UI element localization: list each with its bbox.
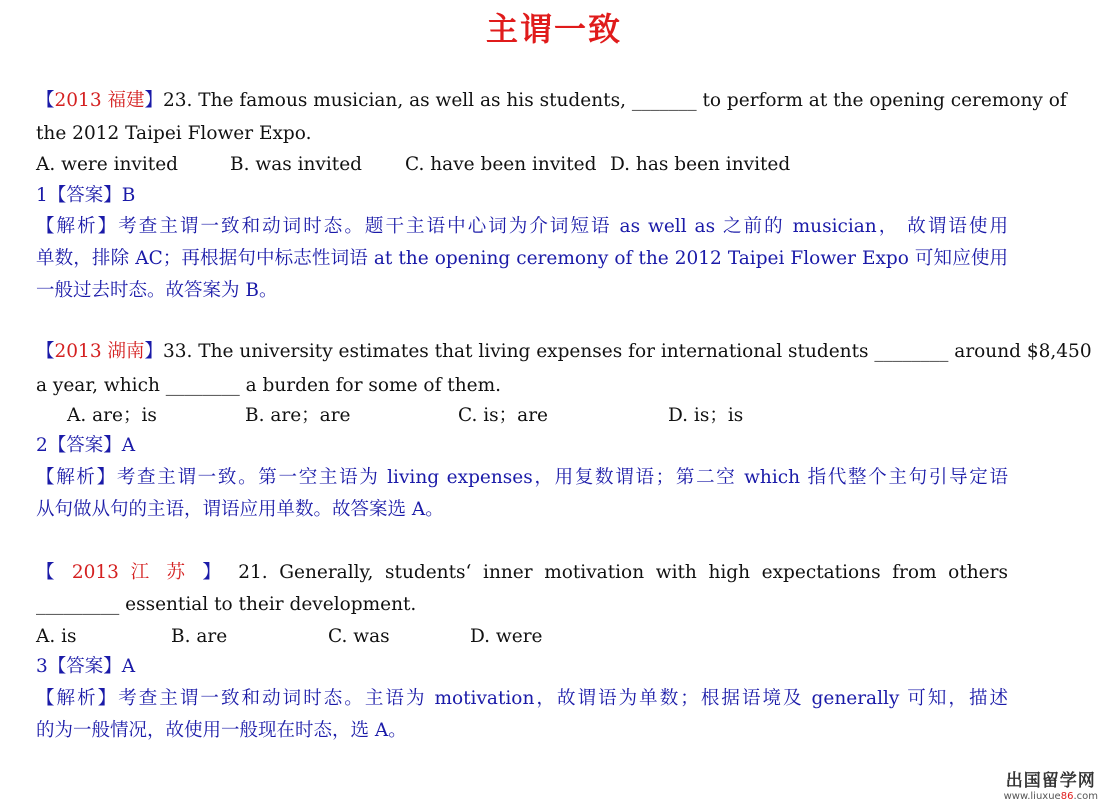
question-2-options <box>67 405 1039 427</box>
question-1-analysis-line-2: 单数，排除 AC；再根据句中标志性词语 at the opening ceremony of the 2012 Taipei Flower Expo 可知应使用 <box>36 248 1008 269</box>
question-3-stem-text: 21. Generally, students‘ inner motivation with high expectations from others <box>238 562 1008 583</box>
question-3-option-b: B. are <box>171 626 228 647</box>
question-1-analysis-line-3: 一般过去时态。故答案为 B。 <box>36 280 278 301</box>
question-3-option-c: C. was <box>328 626 390 647</box>
question-2-analysis-line-2: 从句做从句的主语，谓语应用单数。故答案选 A。 <box>36 499 444 520</box>
question-1-option-c: C. have been invited <box>405 154 597 175</box>
question-3-tag-close: 】 <box>202 562 227 583</box>
question-2-option-a: A. are；is <box>67 405 157 426</box>
question-3-answer: 3【答案】A <box>36 656 136 677</box>
question-1-analysis-line-1: 【解析】考查主谓一致和动词时态。题干主语中心词为介词短语 as well as 之前的 musician， 故谓语使用 <box>36 216 1008 237</box>
site-url-suffix: .com <box>1073 791 1098 802</box>
question-3-option-d: D. were <box>470 626 543 647</box>
question-2-stem-line-1 <box>36 341 1092 363</box>
question-2-analysis-line-1: 【解析】考查主谓一致。第一空主语为 living expenses，用复数谓语；第二空 which 指代整个主句引导定语 <box>36 467 1008 488</box>
question-2-stem-text: 33. The university estimates that living expenses for international students ________ around $8,450 <box>163 341 1092 362</box>
question-3-option-a: A. is <box>36 626 77 647</box>
question-2-tag-label: 2013 湖南 <box>54 341 145 362</box>
question-1-option-a: A. were invited <box>36 154 179 175</box>
question-2-option-d: D. is；is <box>668 405 744 426</box>
question-3-options <box>36 626 1008 648</box>
question-3-analysis-line-1: 【解析】考查主谓一致和动词时态。主语为 motivation，故谓语为单数；根据语境及 generally 可知，描述 <box>36 688 1008 709</box>
question-3-analysis-line-2: 的为一般情况，故使用一般现在时态，选 A。 <box>36 720 407 741</box>
question-2-tag-close: 】 <box>144 341 163 362</box>
site-url <box>1004 791 1098 802</box>
question-2-answer: 2【答案】A <box>36 435 136 456</box>
question-3-tag-label: 2013 江 苏 <box>71 562 191 583</box>
question-1-stem-line-2: the 2012 Taipei Flower Expo. <box>36 123 312 144</box>
question-1-stem-line-1 <box>36 90 1067 112</box>
question-1-option-d: D. has been invited <box>610 154 791 175</box>
question-2-tag-open: 【 <box>36 341 55 362</box>
question-2-option-c: C. is；are <box>458 405 548 426</box>
question-1-answer: 1【答案】B <box>36 185 136 206</box>
question-3-stem-line-1 <box>36 562 1008 584</box>
question-1-option-b: B. was invited <box>230 154 363 175</box>
question-2-stem-line-2: a year, which ________ a burden for some of them. <box>36 375 502 396</box>
question-1-stem-text: 23. The famous musician, as well as his students, _______ to perform at the opening ceremony of <box>163 90 1067 111</box>
site-url-number: 86 <box>1060 791 1074 802</box>
site-watermark <box>1004 766 1098 802</box>
site-url-prefix: www.liuxue <box>1003 791 1061 802</box>
question-1-tag-close: 】 <box>144 90 163 111</box>
site-brand-name: 出国留学网 <box>1005 771 1096 791</box>
question-3-stem-line-2: _________ essential to their development. <box>36 594 417 615</box>
question-3-tag-open: 【 <box>36 562 61 583</box>
question-1-tag-open: 【 <box>36 90 55 111</box>
page-title: 主谓一致 <box>485 10 622 48</box>
question-1-options <box>36 154 1008 176</box>
question-1-tag-label: 2013 福建 <box>54 90 145 111</box>
question-2-option-b: B. are；are <box>245 405 351 426</box>
